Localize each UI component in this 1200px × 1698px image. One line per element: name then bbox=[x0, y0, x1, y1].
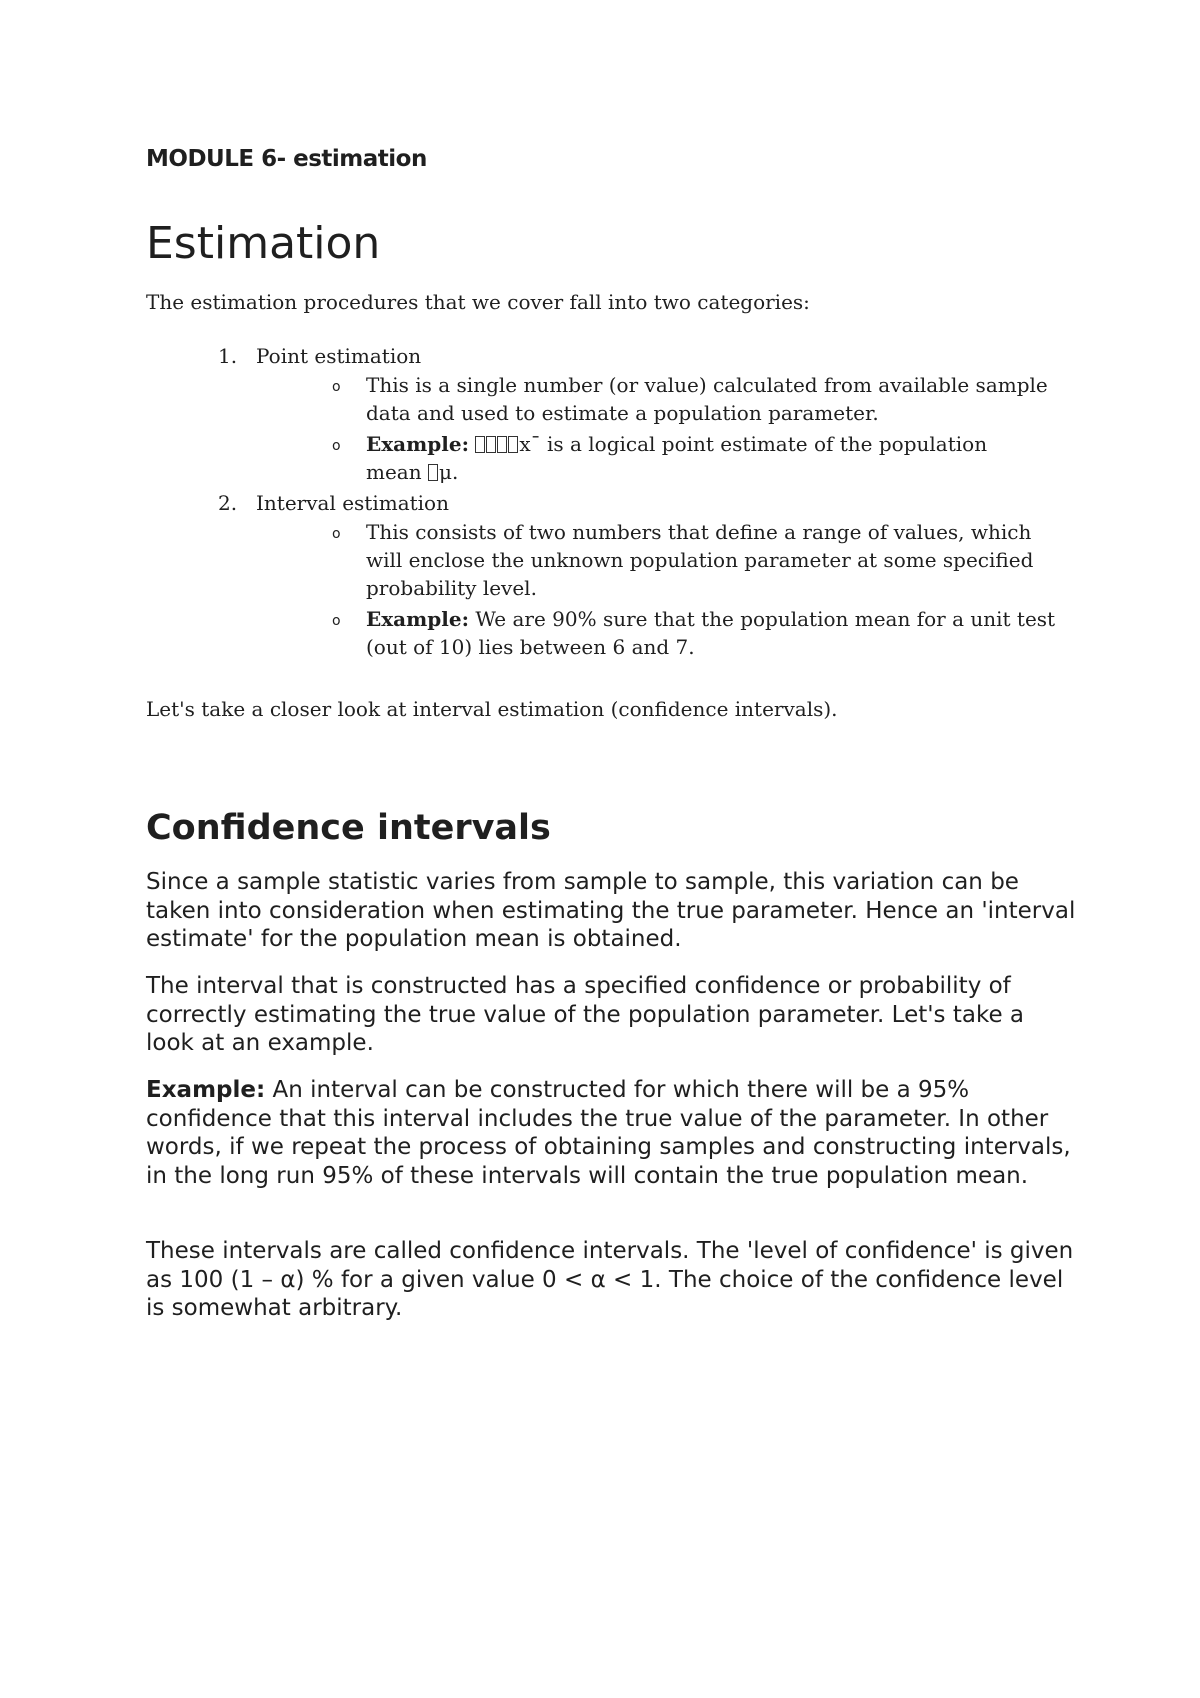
bullet-text: This is a single number (or value) calculated from available sample data and used to estimate a population parameter. bbox=[366, 373, 1048, 425]
section-heading: Confidence intervals bbox=[146, 808, 551, 848]
closing-paragraph: Let's take a closer look at interval estimation (confidence intervals). bbox=[146, 697, 838, 721]
paragraph-text: An interval can be constructed for which there will be a 95% confidence that this interval includes the true value of the parameter. In other words, if we repeat the process of obtaining samples and constructing intervals, in the long run 95% of these intervals will contain the true population mean. bbox=[146, 1077, 1071, 1189]
sub-list-item bbox=[332, 430, 1066, 486]
sub-list-item bbox=[332, 371, 1066, 427]
sub-list bbox=[146, 518, 1066, 661]
circle-bullet-icon: o bbox=[332, 613, 341, 629]
intro-paragraph: The estimation procedures that we cover fall into two categories: bbox=[146, 290, 810, 314]
missing-glyph-icon bbox=[475, 436, 485, 453]
circle-bullet-icon: o bbox=[332, 379, 341, 395]
missing-glyph-icon bbox=[428, 464, 438, 481]
paragraph: These intervals are called confidence intervals. The 'level of confidence' is given as 100 (1 – α) % for a given value 0 < α < 1. The choice of the confidence level is somewhat arbitrary. bbox=[146, 1238, 1074, 1321]
list-item-point-estimation bbox=[146, 342, 1066, 486]
circle-bullet-icon: o bbox=[332, 526, 341, 542]
paragraph bbox=[146, 1076, 1076, 1190]
circle-bullet-icon: o bbox=[332, 438, 341, 454]
example-label: Example: bbox=[366, 607, 469, 631]
list-number: 1. bbox=[218, 344, 238, 368]
ordered-list bbox=[146, 342, 1066, 664]
bullet-text: This consists of two numbers that define a range of values, which will enclose the unknown population parameter at some specified probability level. bbox=[366, 520, 1034, 600]
missing-glyph-icon bbox=[508, 436, 518, 453]
sub-list-item bbox=[332, 518, 1066, 602]
list-item-title: Point estimation bbox=[256, 344, 422, 368]
paragraph: The interval that is constructed has a specified confidence or probability of correctly estimating the true value of the population parameter. Let's take a look at an example. bbox=[146, 973, 1025, 1056]
bullet-text: μ. bbox=[438, 460, 459, 484]
bullet-text: mean bbox=[366, 460, 428, 484]
list-item-interval-estimation bbox=[146, 489, 1066, 661]
sub-list-item bbox=[332, 605, 1066, 661]
list-number: 2. bbox=[218, 491, 238, 515]
missing-glyph-icon bbox=[486, 436, 496, 453]
missing-glyph-icon bbox=[497, 436, 507, 453]
bullet-text: x¯ is a logical point estimate of the population bbox=[519, 432, 988, 456]
paragraph: Since a sample statistic varies from sample to sample, this variation can be taken into consideration when estimating the true parameter. Hence an 'interval estimate' for the population mean is obtained. bbox=[146, 869, 1076, 952]
module-title: MODULE 6- estimation bbox=[146, 146, 427, 172]
bullet-text: We are 90% sure that the population mean for a unit test (out of 10) lies between 6 and 7. bbox=[366, 607, 1056, 659]
page-heading: Estimation bbox=[146, 218, 381, 269]
list-item-title: Interval estimation bbox=[256, 491, 449, 515]
example-label: Example: bbox=[146, 1077, 266, 1103]
example-label: Example: bbox=[366, 432, 469, 456]
sub-list bbox=[146, 371, 1066, 486]
